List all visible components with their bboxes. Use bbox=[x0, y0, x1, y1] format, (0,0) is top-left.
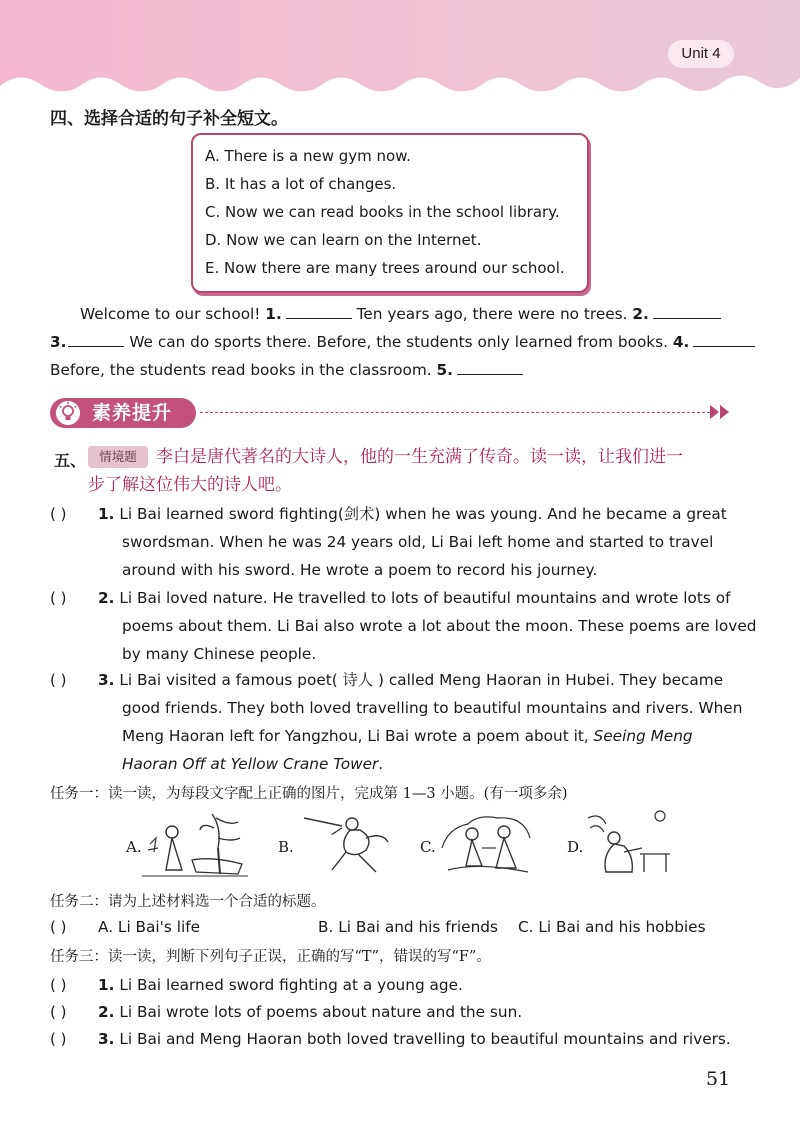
option-c: C. Now we can read books in the school library. bbox=[205, 203, 560, 221]
answer-paren[interactable]: ( ) bbox=[50, 976, 67, 994]
picture-c[interactable] bbox=[438, 808, 534, 880]
paragraph-2-line-3: by many Chinese people. bbox=[122, 645, 317, 663]
paragraph-1-line-1: 1. Li Bai learned sword fighting(剑术) when he was young. And he became a great bbox=[98, 505, 727, 523]
picture-label-b: B. bbox=[278, 838, 294, 856]
paragraph-3-line-1: 3. Li Bai visited a famous poet( 诗人 ) called Meng Haoran in Hubei. They became bbox=[98, 671, 724, 689]
passage-line-3: Before, the students read books in the classroom. 5. bbox=[50, 358, 523, 381]
options-box bbox=[191, 133, 589, 293]
answer-paren[interactable]: ( ) bbox=[50, 589, 67, 607]
picture-label-a: A. bbox=[126, 838, 142, 856]
picture-label-d: D. bbox=[567, 838, 584, 856]
paragraph-3-line-2: good friends. They both loved travelling to beautiful mountains and rivers. When bbox=[122, 699, 743, 717]
section5-intro-2: 步了解这位伟大的诗人吧。 bbox=[88, 475, 292, 495]
option-a: A. There is a new gym now. bbox=[205, 147, 411, 165]
answer-paren[interactable]: ( ) bbox=[50, 918, 67, 936]
picture-b[interactable] bbox=[296, 808, 392, 880]
picture-label-c: C. bbox=[420, 838, 436, 856]
section5-number: 五、 bbox=[54, 451, 87, 470]
paragraph-1-line-2: swordsman. When he was 24 years old, Li Bai left home and started to travel bbox=[122, 533, 714, 551]
passage-line-2: 3. We can do sports there. Before, the students only learned from books. 4. bbox=[50, 330, 755, 353]
section4-title: 四、选择合适的句子补全短文。 bbox=[50, 109, 288, 129]
blank-5[interactable] bbox=[457, 358, 523, 375]
task3-item-2: 2. Li Bai wrote lots of poems about nature and the sun. bbox=[98, 1003, 523, 1021]
answer-paren[interactable]: ( ) bbox=[50, 1003, 67, 1021]
blank-1[interactable] bbox=[286, 302, 352, 319]
paragraph-1-line-3: around with his sword. He wrote a poem to record his journey. bbox=[122, 561, 598, 579]
paragraph-3-line-3: Meng Haoran left for Yangzhou, Li Bai wrote a poem about it, Seeing Meng bbox=[122, 727, 693, 745]
task3-label: 任务三：读一读，判断下列句子正误，正确的写“T”，错误的写“F”。 bbox=[50, 949, 491, 965]
double-arrow-icon bbox=[710, 405, 732, 419]
task1-label: 任务一：读一读，为每段文字配上正确的图片，完成第 1—3 小题。(有一项多余) bbox=[50, 786, 568, 802]
unit-label: Unit 4 bbox=[668, 40, 734, 68]
answer-paren[interactable]: ( ) bbox=[50, 671, 67, 689]
section5-intro-1: 李白是唐代著名的大诗人，他的一生充满了传奇。读一读，让我们进一 bbox=[156, 447, 683, 467]
task2-option-a: A. Li Bai's life bbox=[98, 918, 201, 936]
paragraph-2-line-1: 2. Li Bai loved nature. He travelled to lots of beautiful mountains and wrote lots of bbox=[98, 589, 731, 607]
banner-title: 素养提升 bbox=[92, 402, 173, 424]
picture-a[interactable] bbox=[142, 808, 248, 880]
paragraph-2-line-2: poems about them. Li Bai also wrote a lot about the moon. These poems are loved bbox=[122, 617, 757, 635]
task3-item-3: 3. Li Bai and Meng Haoran both loved travelling to beautiful mountains and rivers. bbox=[98, 1030, 731, 1048]
blank-3[interactable] bbox=[68, 330, 124, 347]
task2-label: 任务二：请为上述材料选一个合适的标题。 bbox=[50, 894, 326, 910]
page-number: 51 bbox=[706, 1068, 731, 1090]
passage-line-1: Welcome to our school! 1. Ten years ago, there were no trees. 2. bbox=[80, 302, 721, 325]
answer-paren[interactable]: ( ) bbox=[50, 505, 67, 523]
task2-option-b: B. Li Bai and his friends bbox=[318, 918, 498, 936]
option-e: E. Now there are many trees around our school. bbox=[205, 259, 565, 277]
lightbulb-icon bbox=[54, 400, 82, 426]
banner-divider bbox=[200, 412, 710, 413]
task3-item-1: 1. Li Bai learned sword fighting at a young age. bbox=[98, 976, 463, 994]
paragraph-3-line-4: Haoran Off at Yellow Crane Tower. bbox=[122, 755, 384, 773]
option-b: B. It has a lot of changes. bbox=[205, 175, 397, 193]
picture-d[interactable] bbox=[584, 808, 674, 880]
option-d: D. Now we can learn on the Internet. bbox=[205, 231, 482, 249]
blank-4[interactable] bbox=[693, 330, 755, 347]
task2-option-c: C. Li Bai and his hobbies bbox=[518, 918, 706, 936]
blank-2[interactable] bbox=[653, 302, 721, 319]
answer-paren[interactable]: ( ) bbox=[50, 1030, 67, 1048]
context-tag: 情境题 bbox=[88, 446, 148, 468]
